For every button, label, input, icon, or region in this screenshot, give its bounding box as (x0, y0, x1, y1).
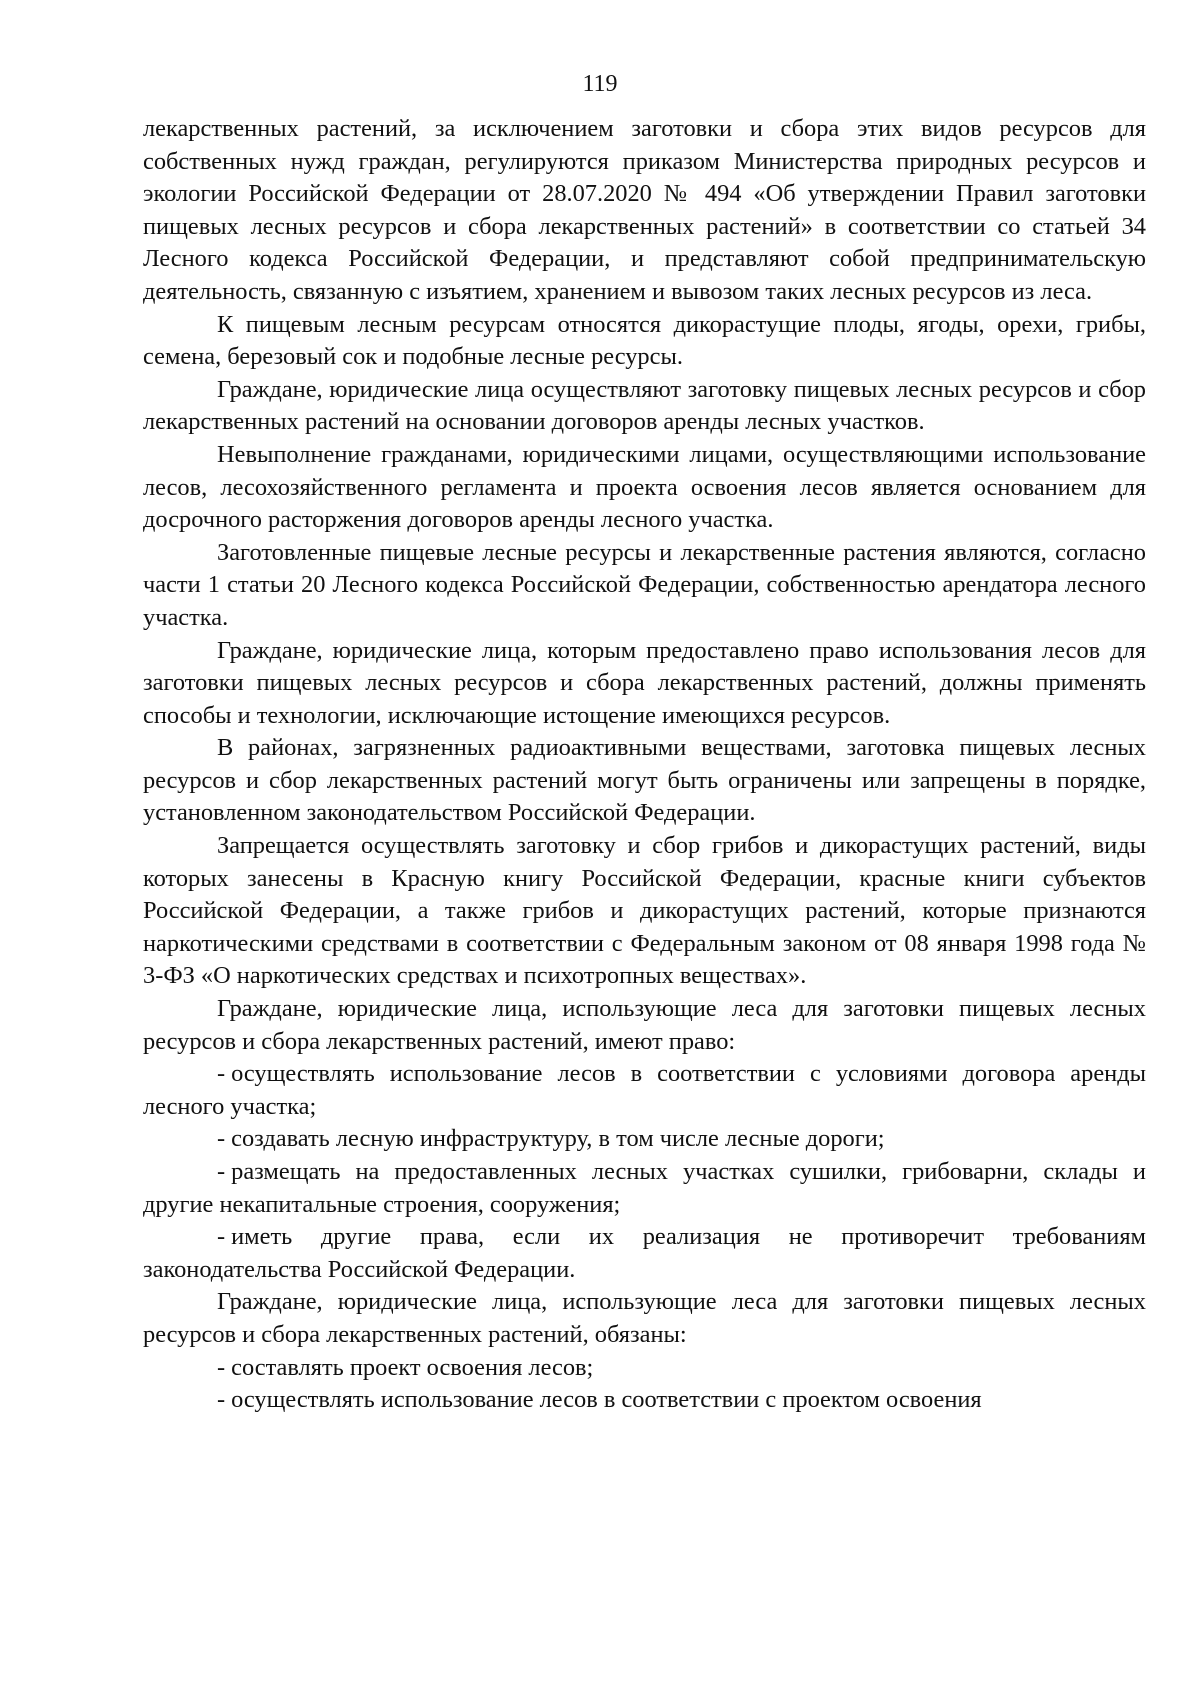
document-body (143, 113, 1146, 1417)
paragraph (143, 993, 1146, 1058)
paragraph (143, 537, 1146, 635)
paragraph (143, 830, 1146, 993)
paragraph-text: иметь другие права, если их реализация не противоречит требованиям законодательства Российской Федерации. (143, 1223, 1146, 1283)
paragraph-text: Граждане, юридические лица, которым предоставлено право использования лесов для заготовки пищевых лесных ресурсов и сбора лекарственных растений, должны применять способы и технологии, исключающие истощение имеющихся ресурсов. (143, 636, 1146, 729)
paragraph-text: Граждане, юридические лица осуществляют заготовку пищевых лесных ресурсов и сбор лекарственных растений на основании договоров аренды лесных участков. (143, 375, 1146, 436)
paragraph (143, 309, 1146, 374)
paragraph-text: лекарственных растений, за исключением заготовки и сбора этих видов ресурсов для собственных нужд граждан, регулируются приказом Министерства природных ресурсов и экологии Российской Федерации от 28.07.2020 № 494 «Об утверждении Правил заготовки пищевых лесных ресурсов и сбора лекарственных растений» в соответствии со статьей 34 Лесного кодекса Российской Федерации, и представляют собой предпринимательскую деятельность, связанную с изъятием, хранением и вывозом таких лесных ресурсов из леса. (143, 115, 1146, 305)
list-item (143, 1058, 1146, 1123)
paragraph-text: Запрещается осуществлять заготовку и сбор грибов и дикорастущих растений, виды которых занесены в Красную книгу Российской Федерации, красные книги субъектов Российской Федерации, а также грибов и дикорастущих растений, которые признаются наркотическими средствами в соответствии с Федеральным законом от 08 января 1998 года № 3-ФЗ «О наркотических средствах и психотропных веществах». (143, 832, 1146, 990)
paragraph-text: составлять проект освоения лесов; (231, 1353, 594, 1381)
list-item (143, 1352, 1146, 1385)
paragraph (143, 113, 1146, 309)
list-marker: - (217, 1158, 226, 1185)
paragraph-text: создавать лесную инфраструктуру, в том числе лесные дороги; (231, 1125, 885, 1153)
paragraph-text: Заготовленные пищевые лесные ресурсы и лекарственные растения являются, согласно части 1 статьи 20 Лесного кодекса Российской Федерации, собственностью арендатора лесного участка. (143, 538, 1146, 631)
list-item (143, 1384, 1146, 1417)
paragraph-text: Невыполнение гражданами, юридическими лицами, осуществляющими использование лесов, лесохозяйственного регламента и проекта освоения лесов является основанием для досрочного расторжения договоров аренды лесного участка. (143, 440, 1146, 534)
paragraph-text: осуществлять использование лесов в соответствии с условиями договора аренды лесного участка; (143, 1060, 1146, 1120)
list-item (143, 1156, 1146, 1221)
paragraph (143, 635, 1146, 733)
paragraph-text: К пищевым лесным ресурсам относятся дикорастущие плоды, ягоды, орехи, грибы, семена, березовый сок и подобные лесные ресурсы. (143, 310, 1146, 371)
paragraph (143, 1286, 1146, 1351)
paragraph-text: осуществлять использование лесов в соответствии с проектом освоения (231, 1386, 982, 1414)
list-marker: - (217, 1223, 226, 1251)
page-number: 119 (582, 71, 618, 97)
list-marker: - (217, 1353, 226, 1381)
paragraph (143, 732, 1146, 830)
paragraph-text: Граждане, юридические лица, использующие леса для заготовки пищевых лесных ресурсов и сбора лекарственных растений, обязаны: (143, 1288, 1146, 1348)
list-item (143, 1221, 1146, 1286)
list-marker: - (217, 1125, 226, 1153)
paragraph-text: Граждане, юридические лица, использующие леса для заготовки пищевых лесных ресурсов и сбора лекарственных растений, имеют право: (143, 995, 1146, 1055)
list-item (143, 1123, 1146, 1156)
paragraph (143, 439, 1146, 537)
paragraph-text: размещать на предоставленных лесных участках сушилки, грибоварни, склады и другие некапитальные строения, сооружения; (143, 1158, 1146, 1218)
paragraph (143, 374, 1146, 439)
list-marker: - (217, 1060, 226, 1088)
paragraph-text: В районах, загрязненных радиоактивными веществами, заготовка пищевых лесных ресурсов и сбор лекарственных растений могут быть ограничены или запрещены в порядке, установленном законодательством Российской Федерации. (143, 734, 1146, 827)
list-marker: - (217, 1386, 226, 1414)
